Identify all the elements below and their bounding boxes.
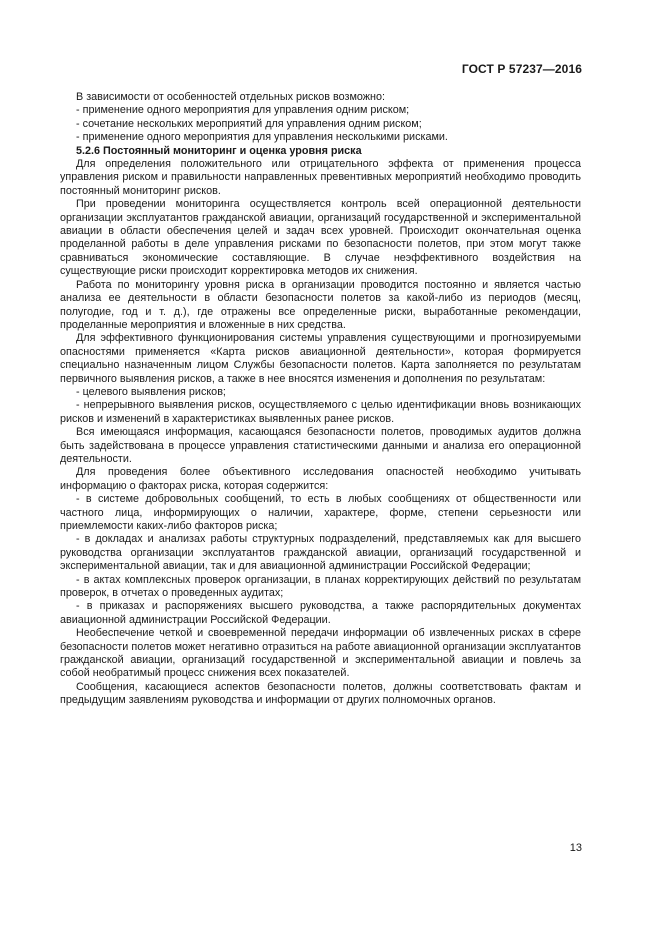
paragraph: Необеспечение четкой и своевременной передачи информации об извлеченных рисках в сфере безопасности полетов может негативно отразиться на работе авиационной организации эксплуатантов гражданской авиации, организаций государственной и экспериментальной авиации и повлечь за собой необратимый процесс снижения всех показателей. [60,627,581,680]
list-item: - в приказах и распоряжениях высшего руководства, а также распорядительных документах авиационной администрации Российской Федерации. [60,600,581,626]
standard-number: ГОСТ Р 57237—2016 [461,62,582,76]
list-item: - в системе добровольных сообщений, то есть в любых сообщениях от общественности или частного лица, информирующих о наличии, характере, форме, степени серьезности или приемлемости каких-либо факторов риска; [60,493,581,532]
list-item: - в актах комплексных проверок организации, в планах корректирующих действий по результатам проверок, в отчетах о проведенных аудитах; [60,573,581,600]
list-item: - в докладах и анализах работы структурных подразделений, представляемых как для высшего руководства организации эксплуатантов гражданской авиации, организаций государственной и экспериментальной авиации, так и для авиационной администрации Российской Федерации; [60,533,581,573]
paragraph: Для определения положительного или отрицательного эффекта от применения процесса управления риском и правильности направленных превентивных мероприятий необходимо проводить постоянный мониторинг рисков. [60,158,581,197]
list-item: - целевого выявления рисков; [76,385,226,398]
paragraph: Сообщения, касающиеся аспектов безопасности полетов, должны соответствовать фактам и предыдущим заявлениям руководства и информации от других полномочных органов. [60,680,581,707]
document-body [60,91,581,708]
list-item: - сочетание нескольких мероприятий для управления одним риском; [76,117,422,130]
paragraph: При проведении мониторинга осуществляется контроль всей операционной деятельности организации эксплуатантов гражданской авиации, организаций государственной и экспериментальной авиации в области обеспечения целей и задач всех уровней. Происходит окончательная оценка проделанной работы в деле управления рисками по безопасности полетов, при этом могут также сравниваться экономические составляющие. В случае неэффективного воздействия на существующие риски происходит корректировка методов их снижения. [60,198,581,278]
paragraph: В зависимости от особенностей отдельных рисков возможно: [76,91,385,103]
list-item: - применение одного мероприятия для управления одним риском; [76,104,410,117]
list-item: - непрерывного выявления рисков, осуществляемого с целью идентификации вновь возникающих рисков и изменений в характеристиках выявленных ранее рисков. [60,399,581,425]
paragraph: Для эффективного функционирования системы управления существующими и прогнозируемыми опасностями применяется «Карта рисков авиационной деятельности», которая формируется специально назначенным лицом Службы безопасности полетов. Карта заполняется по результатам первичного выявления рисков, а также в нее вносятся изменения и дополнения по результатам: [60,332,581,385]
paragraph: Работа по мониторингу уровня риска в организации проводится постоянно и является частью анализа ее деятельности в области безопасности полетов за какой-либо из периодов (месяц, полугодие, год и т. д.), где отражены все определенные риски, выработанные рекомендации, проделанные мероприятия и вложенные в них средства. [60,278,581,331]
list-item: - применение одного мероприятия для управления несколькими рисками. [76,131,448,144]
section-heading: 5.2.6 Постоянный мониторинг и оценка уровня риска [76,144,362,157]
page-number: 13 [569,842,582,854]
paragraph: Вся имеющаяся информация, касающаяся безопасности полетов, проводимых аудитов должна быть задействована в процессе управления статистическими данными и анализа его операционной деятельности. [60,426,581,465]
paragraph: Для проведения более объективного исследования опасностей необходимо учитывать информацию о факторах риска, которая содержится: [60,466,581,492]
